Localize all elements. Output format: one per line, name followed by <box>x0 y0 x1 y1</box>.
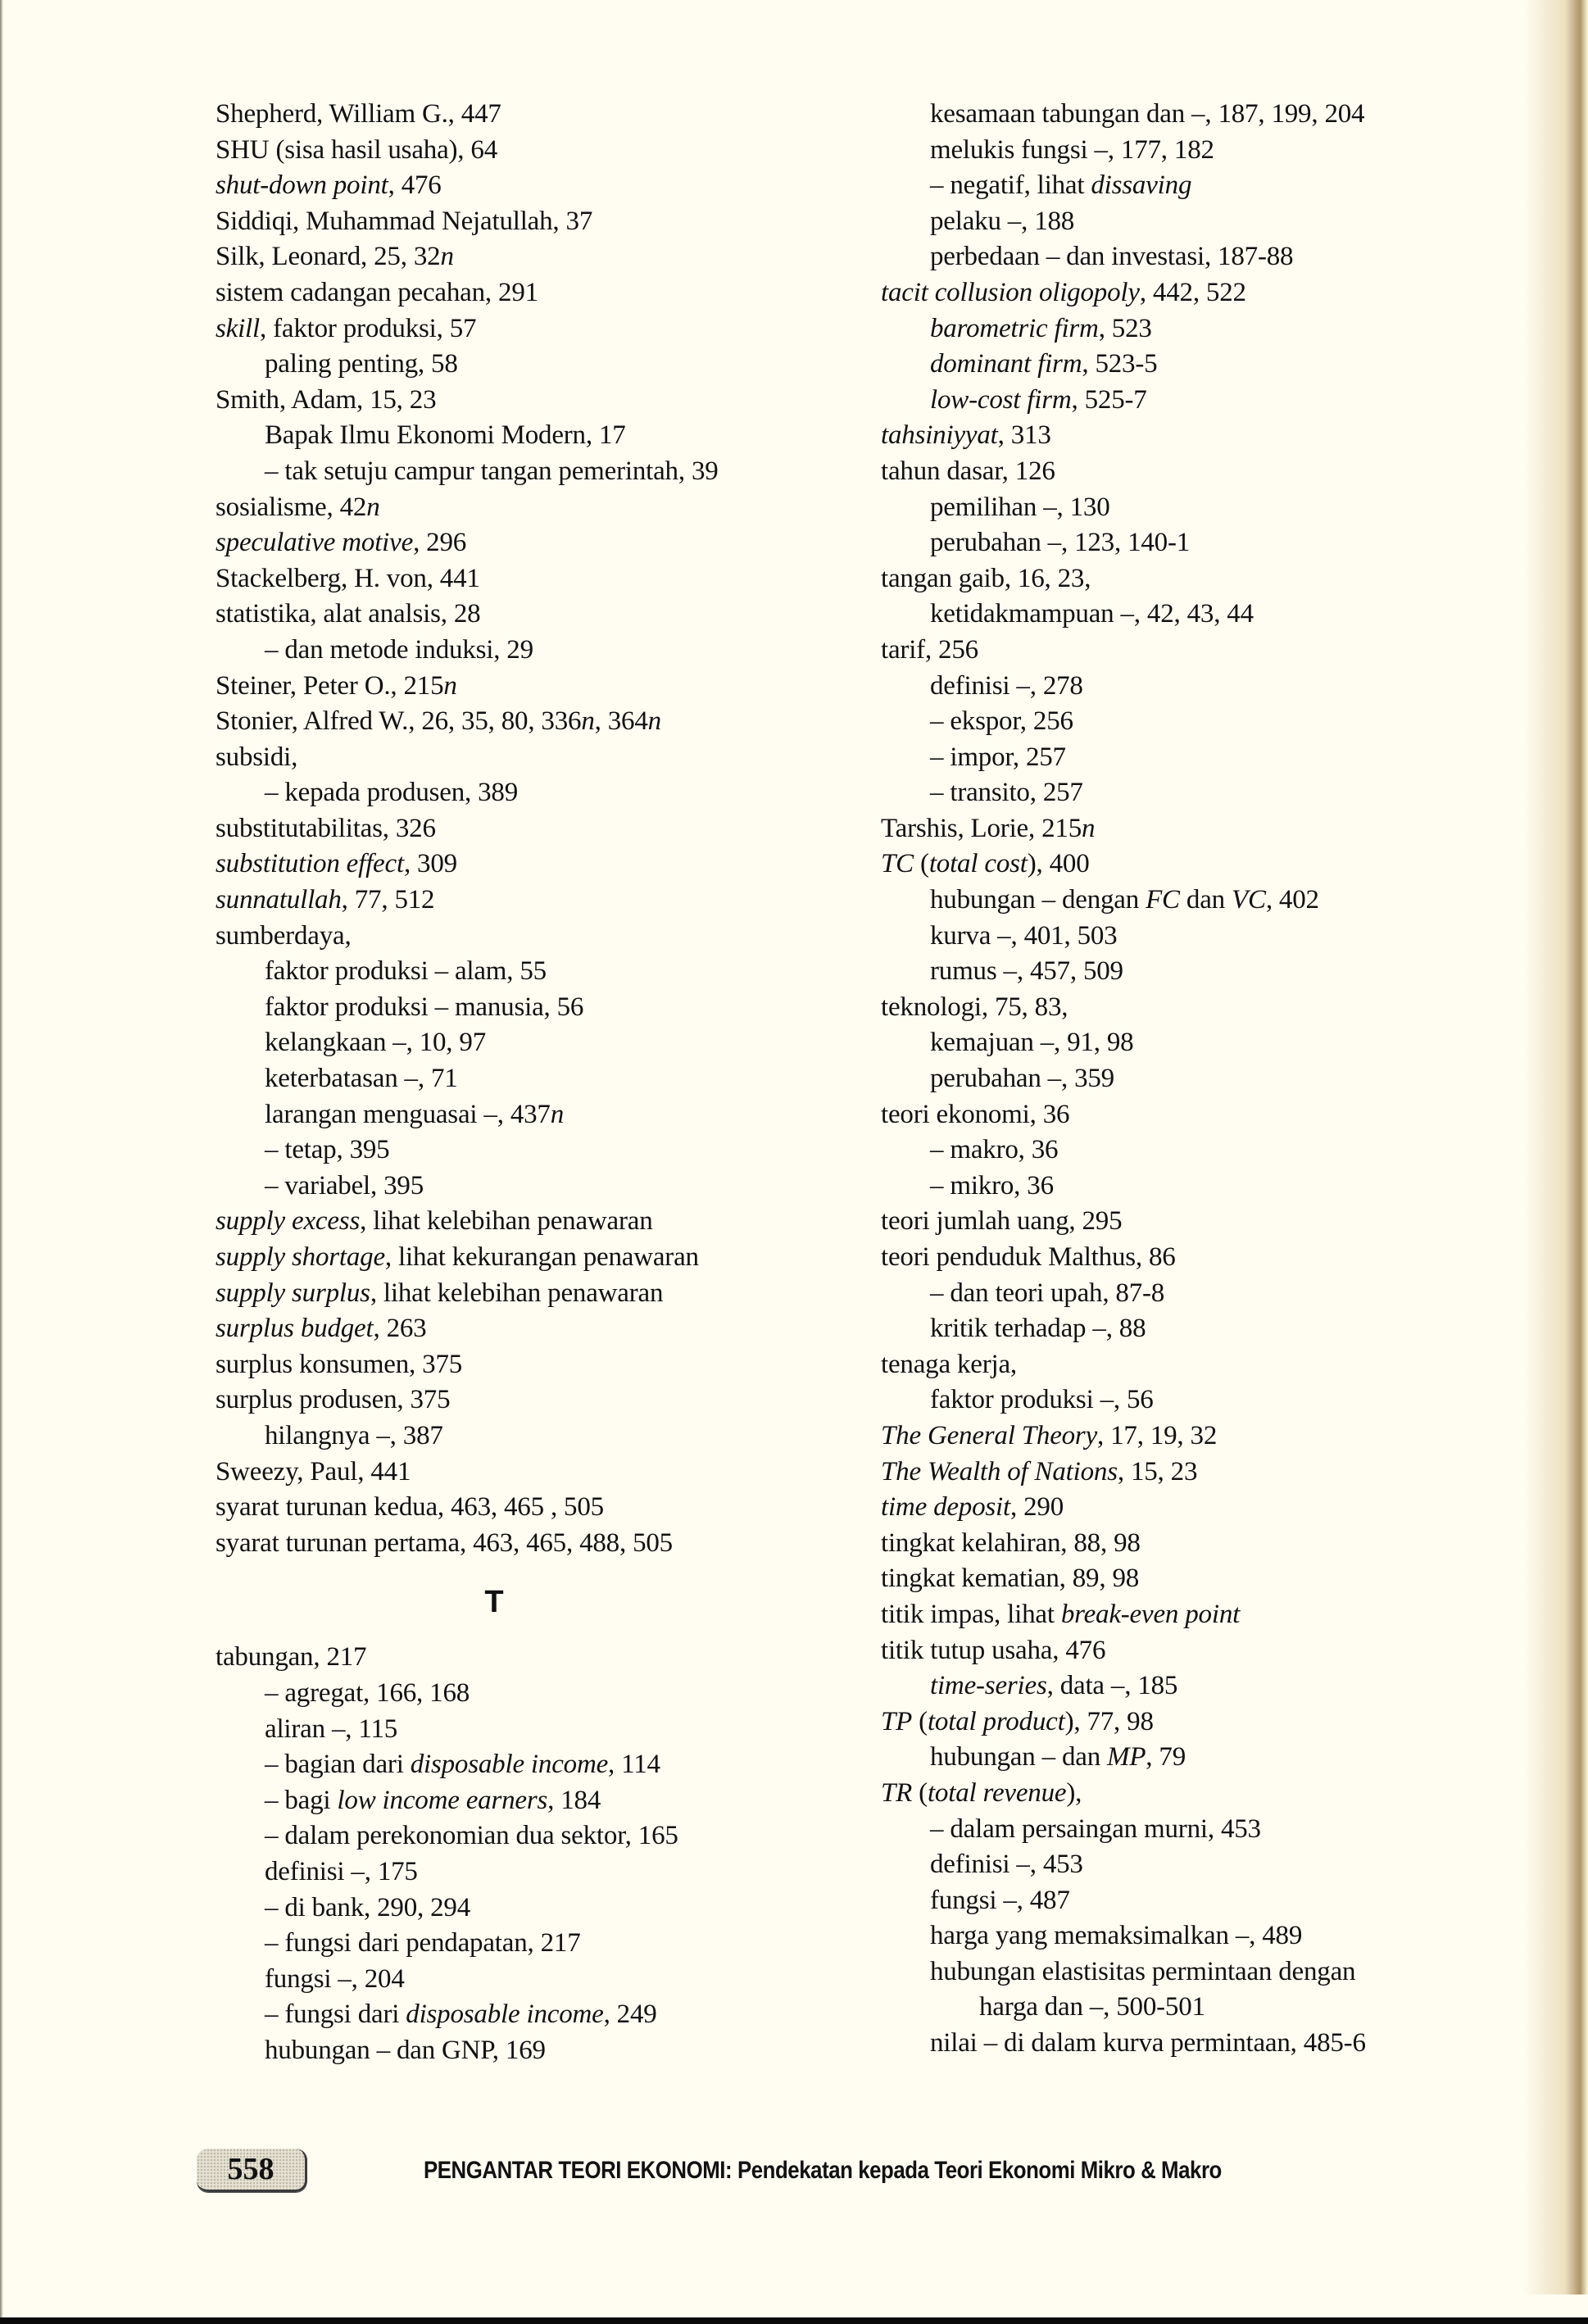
index-entry <box>216 168 838 204</box>
index-text-italic: dissaving <box>1091 170 1192 201</box>
index-subentry <box>216 775 838 811</box>
index-entry <box>216 1347 838 1383</box>
index-entry <box>881 1455 1504 1491</box>
index-entry <box>216 1526 838 1562</box>
index-text: syarat turunan pertama, 463, 465, 488, 505 <box>216 1527 673 1558</box>
index-subentry <box>881 919 1504 955</box>
index-text-italic: TP <box>881 1706 913 1736</box>
index-entry <box>216 597 838 633</box>
scan-bottom-edge <box>0 2317 1588 2324</box>
index-subentry <box>216 454 838 490</box>
index-text: surplus konsumen, 375 <box>216 1349 463 1379</box>
index-entry <box>881 811 1504 847</box>
index-text: tahun dasar, 126 <box>881 456 1055 486</box>
index-text: – tak setuju campur tangan pemerintah, 39 <box>265 456 719 486</box>
index-text-italic: low income earners <box>337 1785 548 1815</box>
index-subentry <box>881 883 1504 919</box>
index-text: , data –, 185 <box>1046 1671 1178 1701</box>
index-text: teori ekonomi, 36 <box>881 1099 1070 1129</box>
index-entry <box>881 454 1504 490</box>
book-title: PENGANTAR TEORI EKONOMI: <box>424 2156 733 2184</box>
index-text: teori jumlah uang, 295 <box>881 1206 1123 1237</box>
index-text-italic: n <box>443 670 457 701</box>
index-entry <box>881 1347 1504 1383</box>
index-subentry <box>881 133 1504 169</box>
index-text: tarif, 256 <box>881 634 978 665</box>
index-subentry <box>881 168 1504 204</box>
index-text: – kepada produsen, 389 <box>265 778 519 808</box>
index-entry <box>881 1597 1504 1633</box>
index-subentry <box>881 1883 1504 1919</box>
index-text-italic: total revenue <box>927 1777 1067 1808</box>
index-entry <box>881 418 1504 454</box>
index-text-italic: surplus budget <box>216 1314 374 1344</box>
index-text: kurva –, 401, 503 <box>930 920 1118 951</box>
index-text: tingkat kelahiran, 88, 98 <box>881 1527 1141 1558</box>
index-entry <box>881 1204 1504 1240</box>
index-text-italic: sunnatullah <box>216 885 342 915</box>
index-subentry <box>216 1962 838 1998</box>
index-text: – mikro, 36 <box>930 1170 1054 1201</box>
index-entry <box>881 1704 1504 1741</box>
index-text: substitutabilitas, 326 <box>216 813 436 843</box>
index-text-italic: MP <box>1107 1742 1146 1773</box>
index-subentry <box>881 954 1504 990</box>
page-gutter-shadow <box>1522 0 1588 2294</box>
index-text-italic: The General Theory <box>881 1420 1098 1450</box>
index-text: – agregat, 166, 168 <box>265 1677 470 1708</box>
index-text: tabungan, 217 <box>216 1642 367 1673</box>
index-text: tenaga kerja, <box>881 1349 1017 1379</box>
index-entry <box>881 1561 1504 1597</box>
index-text: surplus produsen, 375 <box>216 1385 451 1415</box>
index-subentry <box>216 1097 838 1133</box>
index-text: ), 77, 98 <box>1064 1706 1154 1736</box>
index-text: – makro, 36 <box>930 1135 1059 1165</box>
index-subentry <box>881 311 1504 347</box>
index-entry <box>216 1240 838 1276</box>
index-entry <box>881 1097 1504 1133</box>
index-text-italic: low-cost firm <box>930 384 1072 415</box>
index-text: kesamaan tabungan dan –, 187, 199, 204 <box>930 99 1365 129</box>
index-text: , faktor produksi, 57 <box>260 313 477 343</box>
index-text: perbedaan – dan investasi, 187-88 <box>930 242 1294 272</box>
index-text: , 476 <box>388 170 442 201</box>
index-text: aliran –, 115 <box>265 1713 398 1744</box>
index-text: – fungsi dari <box>265 1999 406 2030</box>
index-text: – dalam persaingan murni, 453 <box>930 1813 1261 1844</box>
index-text: definisi –, 175 <box>265 1856 418 1886</box>
index-subentry <box>881 1990 1504 2026</box>
index-text: tingkat kematian, 89, 98 <box>881 1564 1140 1594</box>
index-text: teori penduduk Malthus, 86 <box>881 1242 1176 1272</box>
index-text: definisi –, 278 <box>930 670 1083 701</box>
index-subentry <box>881 1740 1504 1776</box>
index-text-italic: tahsiniyyat <box>881 420 998 451</box>
index-subentry <box>881 1061 1504 1097</box>
index-text: rumus –, 457, 509 <box>930 956 1123 987</box>
running-footer-title <box>424 2157 1222 2185</box>
index-entry <box>881 1526 1504 1562</box>
index-text-italic: n <box>581 706 595 737</box>
index-entry <box>216 490 838 526</box>
index-subentry <box>881 1311 1504 1347</box>
index-text: SHU (sisa hasil usaha), 64 <box>216 134 498 165</box>
index-subentry <box>881 97 1504 133</box>
index-text: , 523-5 <box>1082 349 1158 379</box>
index-entry <box>881 990 1504 1026</box>
index-text: Bapak Ilmu Ekonomi Modern, 17 <box>265 420 626 451</box>
index-subentry <box>216 1818 838 1854</box>
index-entry <box>881 1490 1504 1526</box>
index-text: , 296 <box>413 528 467 558</box>
index-column-right <box>881 97 1504 2062</box>
index-text: – di bank, 290, 294 <box>265 1892 471 1922</box>
index-text: Tarshis, Lorie, 215 <box>881 813 1082 843</box>
index-text: perubahan –, 359 <box>930 1064 1114 1094</box>
index-entry <box>216 1640 838 1676</box>
index-text-italic: The Wealth of Nations <box>881 1456 1118 1487</box>
index-entry <box>216 1311 838 1347</box>
index-subentry <box>216 1025 838 1061</box>
index-subentry <box>881 1918 1504 1954</box>
index-text: sistem cadangan pecahan, 291 <box>216 277 538 307</box>
index-text: – bagian dari <box>265 1750 411 1780</box>
index-subentry <box>216 1676 838 1712</box>
index-entry <box>216 239 838 275</box>
index-entry <box>216 275 838 311</box>
index-text: ketidakmampuan –, 42, 43, 44 <box>930 599 1254 629</box>
index-text: , 402 <box>1265 885 1319 915</box>
index-text-italic: n <box>647 706 661 737</box>
index-text: faktor produksi –, 56 <box>930 1385 1154 1415</box>
index-text: , 313 <box>997 420 1051 451</box>
index-text: sosialisme, 42 <box>216 492 367 522</box>
index-subentry <box>881 2026 1504 2062</box>
index-text: Shepherd, William G., 447 <box>216 99 501 129</box>
index-text: , 364 <box>594 706 648 737</box>
index-text-italic: n <box>366 492 380 522</box>
index-subentry <box>216 990 838 1026</box>
index-subentry <box>881 1847 1504 1883</box>
index-entry <box>216 811 838 847</box>
index-subentry <box>216 1418 838 1455</box>
index-text: ( <box>912 1706 928 1736</box>
index-text: fungsi –, 487 <box>930 1885 1070 1915</box>
index-text: teknologi, 75, 83, <box>881 992 1068 1022</box>
index-subentry <box>881 669 1504 705</box>
index-subentry <box>216 1854 838 1891</box>
index-text: , 184 <box>547 1785 601 1815</box>
index-entry <box>216 525 838 561</box>
index-entry <box>216 97 838 133</box>
index-entry <box>216 1204 838 1240</box>
index-text: larangan menguasai –, 437 <box>265 1099 551 1129</box>
index-text-italic: n <box>550 1099 565 1129</box>
index-text: hubungan elastisitas permintaan dengan <box>930 1956 1356 1986</box>
index-entry <box>216 919 838 955</box>
index-text: – fungsi dari pendapatan, 217 <box>265 1928 581 1959</box>
index-text: nilai – di dalam kurva permintaan, 485-6 <box>930 2028 1366 2058</box>
index-text-italic: disposable income <box>406 1999 604 2030</box>
index-text: definisi –, 453 <box>930 1850 1083 1880</box>
index-entry <box>216 561 838 597</box>
index-entry <box>216 740 838 776</box>
index-text: syarat turunan kedua, 463, 465 , 505 <box>216 1492 604 1523</box>
index-subentry <box>216 1891 838 1927</box>
index-text-italic: dominant firm <box>930 349 1082 379</box>
index-text: – transito, 257 <box>930 778 1083 808</box>
index-text: kemajuan –, 91, 98 <box>930 1028 1134 1058</box>
index-text: hilangnya –, 387 <box>265 1420 443 1450</box>
index-text: , lihat kelebihan penawaran <box>370 1278 664 1308</box>
index-subentry <box>881 1668 1504 1704</box>
index-subentry <box>881 490 1504 526</box>
index-subentry <box>881 383 1504 419</box>
index-text-italic: time-series <box>930 1671 1047 1701</box>
index-text-italic: barometric firm <box>930 313 1099 343</box>
index-entry <box>216 1382 838 1418</box>
index-column-left <box>216 97 838 2068</box>
index-letter-heading: T <box>484 1585 504 1620</box>
index-text: , 525-7 <box>1071 384 1147 415</box>
index-text: Sweezy, Paul, 441 <box>216 1456 411 1487</box>
index-subentry <box>881 775 1504 811</box>
index-subentry <box>216 1783 838 1819</box>
index-text: faktor produksi – alam, 55 <box>265 956 547 987</box>
index-text: Silk, Leonard, 25, 32 <box>216 242 441 272</box>
index-entry <box>881 633 1504 669</box>
index-text: , 523 <box>1098 313 1152 343</box>
index-subentry <box>216 418 838 454</box>
index-text-italic: VC <box>1232 885 1266 915</box>
index-entry <box>216 847 838 883</box>
index-subentry <box>216 1169 838 1205</box>
index-text: – tetap, 395 <box>265 1135 390 1165</box>
index-text: – negatif, lihat <box>930 170 1091 201</box>
index-text: , 442, 522 <box>1139 277 1246 307</box>
index-text-italic: substitution effect <box>216 849 404 879</box>
index-text-italic: time deposit <box>881 1492 1010 1523</box>
index-entry <box>216 1455 838 1491</box>
index-subentry <box>216 347 838 383</box>
index-subentry <box>881 525 1504 561</box>
index-subentry <box>881 1812 1504 1848</box>
index-entry <box>216 883 838 919</box>
index-text: statistika, alat analsis, 28 <box>216 599 481 629</box>
index-entry <box>216 1490 838 1526</box>
index-text-italic: supply surplus <box>216 1278 370 1308</box>
index-text: pemilihan –, 130 <box>930 492 1110 522</box>
index-text: – ekspor, 256 <box>930 706 1073 737</box>
index-text: titik tutup usaha, 476 <box>881 1635 1106 1665</box>
index-text: – bagi <box>265 1785 338 1815</box>
index-subentry <box>881 1025 1504 1061</box>
index-text: sumberdaya, <box>216 920 352 951</box>
index-text: harga yang memaksimalkan –, 489 <box>930 1921 1303 1951</box>
index-text-italic: speculative motive <box>216 528 414 558</box>
index-text: subsidi, <box>216 742 298 772</box>
index-subentry <box>881 597 1504 633</box>
index-text: – dalam perekonomian dua sektor, 165 <box>265 1821 678 1851</box>
index-text: – dan teori upah, 87-8 <box>930 1278 1165 1308</box>
index-text: ( <box>913 849 929 879</box>
index-entry <box>881 1633 1504 1669</box>
index-subentry <box>216 1132 838 1169</box>
index-entry <box>881 1776 1504 1812</box>
index-subentry <box>216 954 838 990</box>
page-footer <box>197 2149 1351 2192</box>
index-text-italic: break-even point <box>1060 1599 1241 1629</box>
index-text-italic: total cost <box>928 849 1028 879</box>
index-text: , 77, 512 <box>341 885 435 915</box>
index-subentry <box>216 1997 838 2033</box>
index-text: , 263 <box>373 1314 427 1344</box>
index-text: , 15, 23 <box>1117 1456 1198 1487</box>
index-subentry <box>881 1276 1504 1312</box>
index-text: – variabel, 395 <box>265 1170 424 1201</box>
index-entry <box>881 275 1504 311</box>
index-entry <box>216 704 838 740</box>
index-entry <box>216 669 838 705</box>
index-text-italic: disposable income <box>410 1750 609 1780</box>
index-subentry <box>881 1132 1504 1169</box>
index-text-italic: TC <box>881 849 914 879</box>
index-text: hubungan – dan GNP, 169 <box>265 2035 546 2065</box>
index-subentry <box>216 1926 838 1962</box>
index-text: , 114 <box>608 1750 660 1780</box>
index-text: Stackelberg, H. von, 441 <box>216 563 480 593</box>
index-subentry <box>881 704 1504 740</box>
index-subentry <box>881 1382 1504 1418</box>
index-entry <box>216 1276 838 1312</box>
index-text: titik impas, lihat <box>881 1599 1061 1629</box>
index-text-italic: TR <box>881 1777 913 1808</box>
index-text: melukis fungsi –, 177, 182 <box>930 134 1214 165</box>
index-entry <box>216 133 838 169</box>
index-text: , 79 <box>1146 1742 1186 1773</box>
index-text: Steiner, Peter O., 215 <box>216 670 444 701</box>
book-subtitle: Pendekatan kepada Teori Ekonomi Mikro & Makro <box>737 2156 1222 2184</box>
index-text: kritik terhadap –, 88 <box>930 1314 1146 1344</box>
index-entry <box>216 311 838 347</box>
index-subentry <box>881 740 1504 776</box>
index-text: fungsi –, 204 <box>265 1963 405 1994</box>
index-text: – impor, 257 <box>930 742 1066 772</box>
index-text-italic: n <box>440 242 454 272</box>
index-text: hubungan – dengan <box>930 885 1146 915</box>
index-text: dan <box>1179 885 1232 915</box>
index-text: , 17, 19, 32 <box>1097 1420 1218 1450</box>
page-number: 558 <box>197 2149 307 2192</box>
index-text: , lihat kekurangan penawaran <box>384 1242 699 1272</box>
index-text: paling penting, 58 <box>265 349 458 379</box>
index-subentry <box>881 1954 1504 1990</box>
index-text: ( <box>912 1777 928 1808</box>
index-text: ), <box>1066 1777 1082 1808</box>
index-text: keterbatasan –, 71 <box>265 1064 458 1094</box>
index-subentry <box>216 1712 838 1748</box>
index-text: Smith, Adam, 15, 23 <box>216 384 437 415</box>
index-text: , 290 <box>1010 1492 1064 1523</box>
index-text: perubahan –, 123, 140-1 <box>930 528 1191 558</box>
index-text: pelaku –, 188 <box>930 206 1075 236</box>
index-text: tangan gaib, 16, 23, <box>881 563 1091 593</box>
index-subentry <box>216 1747 838 1783</box>
index-text-italic: supply shortage <box>216 1242 385 1272</box>
index-text-italic: skill <box>216 313 260 343</box>
index-text: kelangkaan –, 10, 97 <box>265 1028 487 1058</box>
index-text-italic: FC <box>1146 885 1180 915</box>
index-text-italic: total product <box>927 1706 1065 1736</box>
index-text-italic: supply excess <box>216 1206 361 1237</box>
index-entry <box>881 561 1504 597</box>
index-text: Stonier, Alfred W., 26, 35, 80, 336 <box>216 706 582 737</box>
index-subentry <box>881 204 1504 240</box>
index-subentry <box>881 239 1504 275</box>
index-text: – dan metode induksi, 29 <box>265 634 533 665</box>
index-subentry <box>881 347 1504 383</box>
index-text: , 249 <box>603 1999 657 2030</box>
index-entry <box>881 1418 1504 1455</box>
index-entry <box>216 383 838 419</box>
index-text-italic: shut-down point <box>216 170 388 201</box>
index-text: Siddiqi, Muhammad Nejatullah, 37 <box>216 206 593 236</box>
index-subentry <box>216 2033 838 2069</box>
index-text: faktor produksi – manusia, 56 <box>265 992 584 1022</box>
index-text-italic: tacit collusion oligopoly <box>881 277 1140 307</box>
index-text-italic: n <box>1082 813 1096 843</box>
index-text: , lihat kelebihan penawaran <box>360 1206 653 1237</box>
index-text: ), 400 <box>1027 849 1090 879</box>
index-text: hubungan – dan <box>930 1742 1108 1773</box>
index-entry <box>216 204 838 240</box>
page-left-edge-shadow <box>0 0 3 2324</box>
index-entry <box>881 847 1504 883</box>
index-subentry <box>216 1061 838 1097</box>
index-entry <box>881 1240 1504 1276</box>
index-subentry <box>881 1169 1504 1205</box>
index-text: harga dan –, 500-501 <box>979 1992 1205 2022</box>
index-subentry <box>216 633 838 669</box>
index-text: , 309 <box>403 849 457 879</box>
